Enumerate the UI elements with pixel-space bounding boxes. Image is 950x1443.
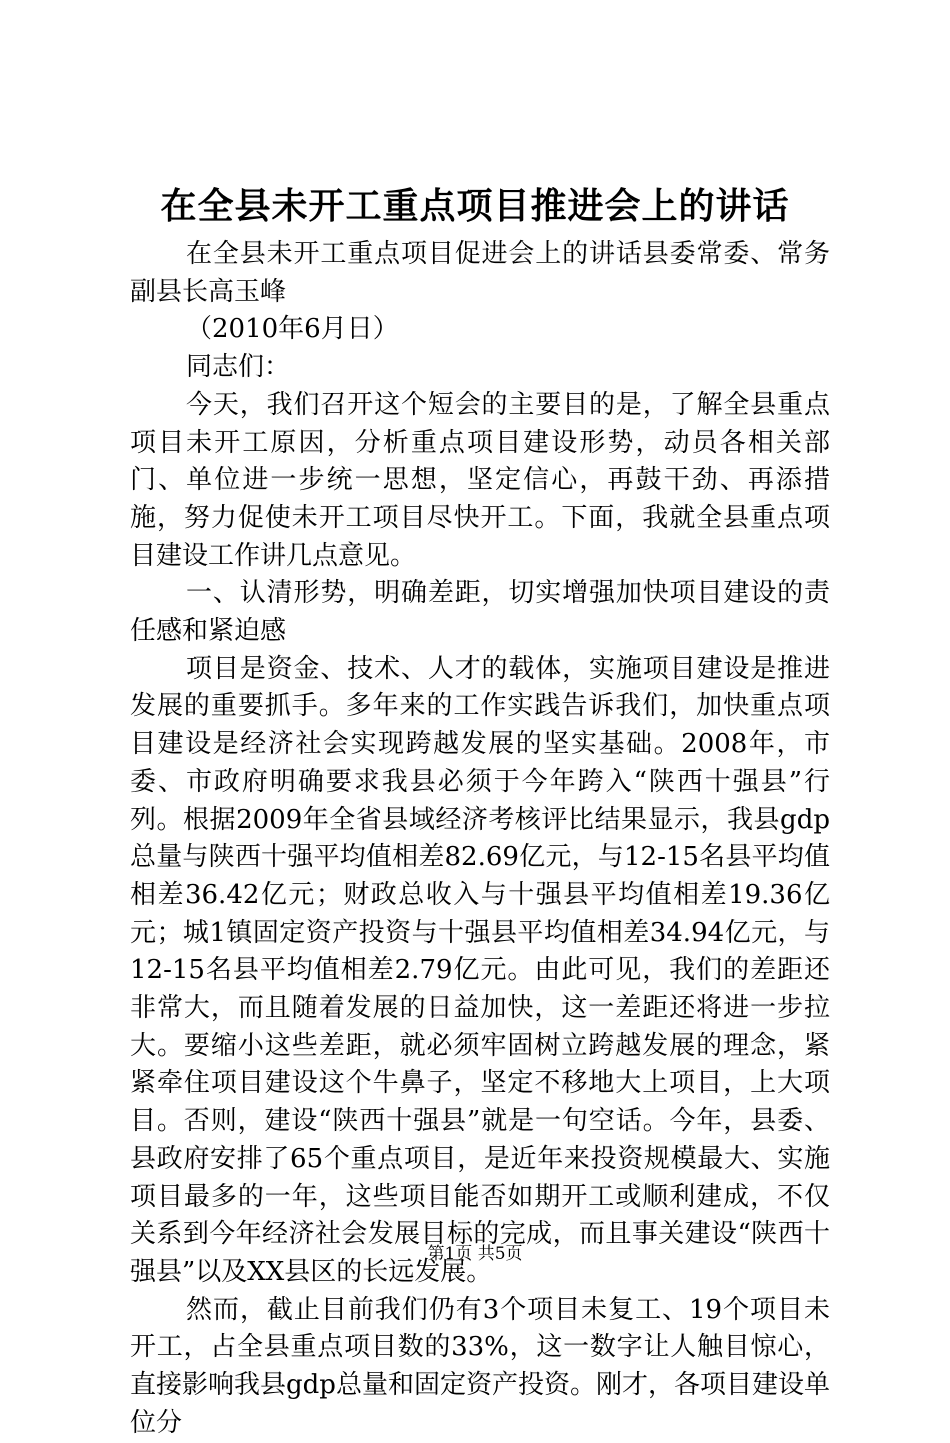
section-heading-1: 一、认清形势，明确差距，切实增强加快项目建设的责任感和紧迫感 xyxy=(130,578,830,647)
paragraph-intro: 今天，我们召开这个短会的主要目的是，了解全县重点项目未开工原因，分析重点项目建设形势，动员各相关部门、单位进一步统一思想，坚定信心，再鼓干劲、再添措施，努力促使未开工项目尽快开工。下面，我就全县重点项目建设工作讲几点意见。 xyxy=(130,389,830,571)
paragraph-section-1-body: 项目是资金、技术、人才的载体，实施项目建设是推进发展的重要抓手。多年来的工作实践告诉我们，加快重点项目建设是经济社会实现跨越发展的坚实基础。2008年，市委、市政府明确要求我县必须于今年跨入“陕西十强县”行列。根据2009年全省县域经济考核评比结果显示，我县gdp总量与陕西十强平均值相差82.69亿元，与12-15名县平均值相差36.42亿元；财政总收入与十强县平均值相差19.36亿元；城1镇固定资产投资与十强县平均值相差34.94亿元，与12-15名县平均值相差2.79亿元。由此可见，我们的差距还非常大，而且随着发展的日益加快，这一差距还将进一步拉大。要缩小这些差距，就必须牢固树立跨越发展的理念，紧紧牵住项目建设这个牛鼻子，坚定不移地大上项目，上大项目。否则，建设“陕西十强县”就是一句空话。今年，县委、县政府安排了65个重点项目，是近年来投资规模最大、实施项目最多的一年，这些项目能否如期开工或顺利建成，不仅关系到今年经济社会发展目标的完成，而且事关建设“陕西十强县”以及XX县区的长远发展。 xyxy=(130,653,830,1287)
paragraph-section-1-cont: 然而，截止目前我们仍有3个项目未复工、19个项目未开工，占全县重点项目数的33%，这一数字让人触目惊心，直接影响我县gdp总量和固定资产投资。刚才，各项目建设单位分 xyxy=(130,1294,830,1438)
paragraph-salutation: 同志们： xyxy=(186,352,291,383)
paragraph-subtitle: 在全县未开工重点项目促进会上的讲话县委常委、常务副县长高玉峰 xyxy=(130,239,830,307)
page-footer: 第1页 共5页 xyxy=(427,1244,523,1264)
document-title: 在全县未开工重点项目推进会上的讲话 xyxy=(160,185,790,227)
paragraph-date: （2010年6月日） xyxy=(186,314,399,345)
